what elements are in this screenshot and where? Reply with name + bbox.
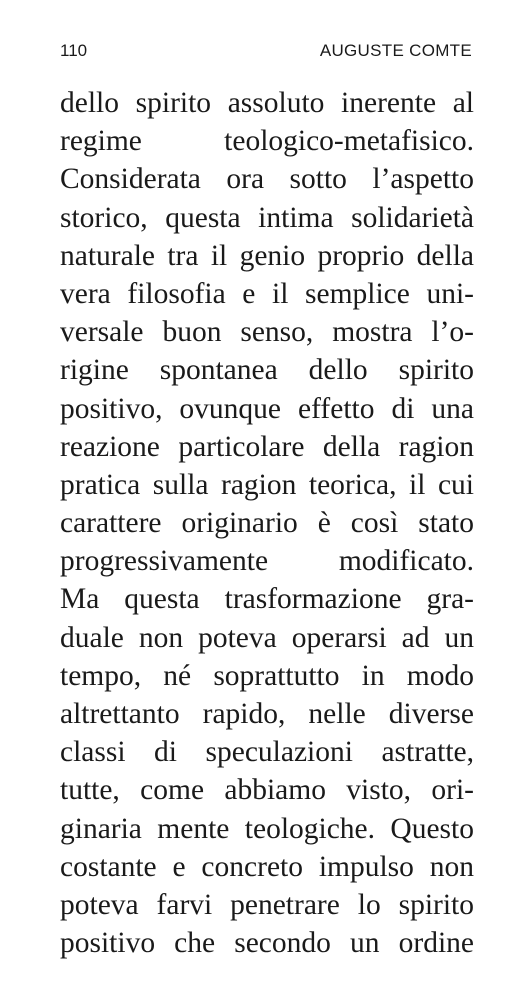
text-line: Ma questa trasformazione gra- [60, 583, 474, 616]
text-line: carattere originario è così stato [60, 507, 474, 540]
text-line: ginaria mente teologiche. Questo [60, 812, 474, 845]
text-line: poteva farvi penetrare lo spirito [60, 888, 474, 921]
text-line: vera filosofia e il semplice uni- [60, 277, 474, 310]
text-line: dello spirito assoluto inerente al [60, 87, 474, 119]
running-head: AUGUSTE COMTE [319, 41, 472, 60]
text-line: pratica sulla ragion teorica, il cui [60, 468, 474, 501]
text-line: tempo, né soprattutto in modo [60, 659, 474, 692]
text-line: classi di speculazioni astratte, [60, 736, 474, 769]
text-line: positivo, ovunque effetto di una [60, 392, 474, 425]
text-line: regime teologico-metafisico. [60, 125, 474, 158]
text-line: tutte, come abbiamo visto, ori- [60, 774, 474, 807]
text-line: costante e concreto impulso non [60, 850, 474, 883]
text-line: versale buon senso, mostra l’o- [60, 316, 474, 349]
text-line: positivo che secondo un ordine [60, 927, 474, 960]
page-header [60, 41, 472, 65]
body-text [60, 84, 474, 962]
text-line: storico, questa intima solidarietà [60, 201, 474, 234]
text-line: progressivamente modificato. [60, 545, 474, 578]
page-number: 110 [60, 41, 88, 60]
text-line: reazione particolare della ragion [60, 430, 474, 463]
text-line: naturale tra il genio proprio della [60, 239, 474, 272]
text-line: altrettanto rapido, nelle diverse [60, 698, 474, 730]
text-line: duale non poteva operarsi ad un [60, 621, 474, 654]
text-line: rigine spontanea dello spirito [60, 354, 474, 387]
text-line: Considerata ora sotto l’aspetto [60, 163, 474, 196]
